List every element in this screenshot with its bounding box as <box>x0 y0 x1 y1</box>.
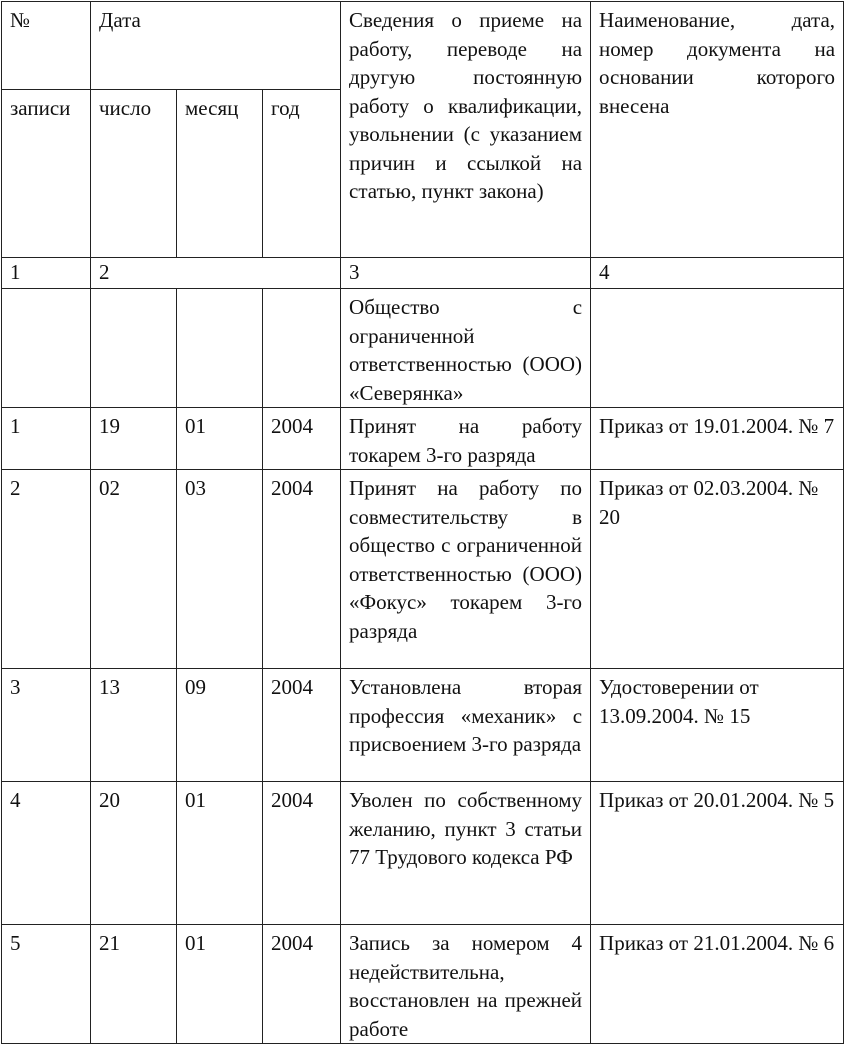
header-row-top <box>2 2 844 90</box>
row-no: 3 <box>2 669 91 782</box>
header-doc-label: Наименование, дата, номер документа на основании которого внесена <box>599 8 836 118</box>
row-no: 2 <box>2 470 91 669</box>
row-info: Установлена вторая профессия «механик» с присвоением 3-го разряда <box>341 669 591 782</box>
row-month: 01 <box>177 408 263 470</box>
header-month-cell <box>177 90 263 258</box>
header-doc-cell <box>591 2 844 258</box>
row-info: Принят на работу по совместительству в общество с ограниченной ответственностью (ООО) «Фокус» токарем 3-го разряда <box>341 470 591 669</box>
column-number-row <box>2 258 844 289</box>
row-doc: Удостоверении от 13.09.2004. № 15 <box>591 669 844 782</box>
empty-cell <box>91 289 177 408</box>
header-year-label: год <box>271 96 300 120</box>
header-day-label: число <box>99 96 152 120</box>
header-info-label: Сведения о приеме на работу, переводе на другую постоянную работу о квалификации, увольнении (с указанием причин и ссылкой на статью, пункт закона) <box>349 8 583 203</box>
header-year-cell <box>263 90 341 258</box>
row-info: Принят на работу токарем 3-го разряда <box>341 408 591 470</box>
row-doc: Приказ от 02.03.2004. № 20 <box>591 470 844 669</box>
column-number-4: 4 <box>591 258 844 289</box>
row-day: 20 <box>91 782 177 925</box>
header-record-label: записи <box>10 96 71 120</box>
header-record-cell <box>2 90 91 258</box>
row-day: 19 <box>91 408 177 470</box>
employment-record-table <box>1 1 844 1044</box>
row-month: 01 <box>177 782 263 925</box>
empty-cell <box>2 289 91 408</box>
empty-cell <box>263 289 341 408</box>
row-no: 4 <box>2 782 91 925</box>
row-doc: Приказ от 21.01.2004. № 6 <box>591 925 844 1044</box>
table-row <box>2 782 844 925</box>
row-day: 02 <box>91 470 177 669</box>
row-year: 2004 <box>263 669 341 782</box>
row-month: 03 <box>177 470 263 669</box>
header-no-label: № <box>10 8 31 32</box>
row-year: 2004 <box>263 925 341 1044</box>
table-row <box>2 925 844 1044</box>
row-month: 09 <box>177 669 263 782</box>
header-month-label: месяц <box>185 96 239 120</box>
row-month: 01 <box>177 925 263 1044</box>
empty-cell <box>591 289 844 408</box>
org-heading-row <box>2 289 844 408</box>
header-day-cell <box>91 90 177 258</box>
header-date-cell <box>91 2 341 90</box>
header-date-label: Дата <box>99 8 141 32</box>
row-year: 2004 <box>263 782 341 925</box>
header-info-cell <box>341 2 591 258</box>
header-no-cell <box>2 2 91 90</box>
column-number-3: 3 <box>341 258 591 289</box>
row-year: 2004 <box>263 470 341 669</box>
column-number-1: 1 <box>2 258 91 289</box>
row-no: 1 <box>2 408 91 470</box>
table-row <box>2 408 844 470</box>
table-row <box>2 669 844 782</box>
row-info: Уволен по собственному желанию, пункт 3 статьи 77 Трудового кодекса РФ <box>341 782 591 925</box>
row-no: 5 <box>2 925 91 1044</box>
row-doc: Приказ от 20.01.2004. № 5 <box>591 782 844 925</box>
row-info: Запись за номером 4 недействительна, восстановлен на прежней работе <box>341 925 591 1044</box>
row-year: 2004 <box>263 408 341 470</box>
row-day: 13 <box>91 669 177 782</box>
row-doc: Приказ от 19.01.2004. № 7 <box>591 408 844 470</box>
table-row <box>2 470 844 669</box>
row-day: 21 <box>91 925 177 1044</box>
column-number-2: 2 <box>91 258 341 289</box>
org-heading: Общество с ограниченной ответственностью (ООО) «Северянка» <box>341 289 591 408</box>
empty-cell <box>177 289 263 408</box>
